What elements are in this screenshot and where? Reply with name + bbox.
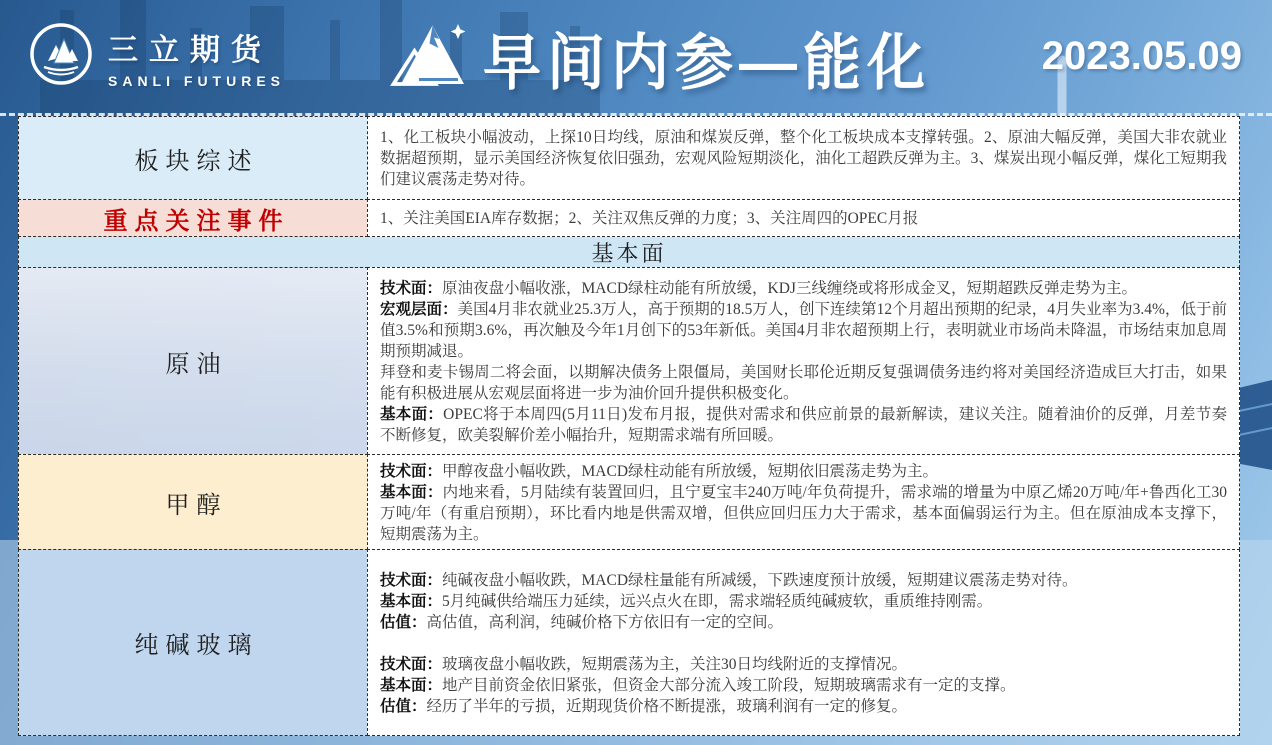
para-text: 纯碱夜盘小幅收跌，MACD绿柱量能有所减缓，下跌速度预计放缓，短期建议震荡走势对待。 <box>442 571 1078 589</box>
label-soda-ash-glass: 纯碱玻璃 <box>18 549 368 736</box>
brand-text <box>108 25 285 89</box>
report-table <box>18 117 1240 736</box>
content-crude-oil <box>367 267 1240 455</box>
label-key-events: 重点关注事件 <box>18 199 368 237</box>
para-text: 内地来看，5月陆续有装置回归，且宁夏宝丰240万吨/年负荷提升，需求端的增量为中原乙烯20万吨/年+鲁西化工30万吨/年（有重启预期），环比看内地是供需双增，但供应回归压力大于需求，基本面偏弱运行为主。但在原油成本支撑下，短期震荡为主。 <box>380 483 1227 543</box>
row-soda-ash-glass <box>18 549 1240 736</box>
row-methanol <box>18 454 1240 550</box>
para-lead: 基本面： <box>380 405 444 423</box>
para-lead: 基本面： <box>380 676 443 694</box>
report-date: 2023.05.09 <box>1041 34 1242 78</box>
para-text: 美国4月非农就业25.3万人，高于预期的18.5万人，创下连续第12个月超出预期的纪录，4月失业率为3.4%，低于前值3.5%和预期3.6%，再次触及今年1月创下的53年新低。美国4月非农超预期上行，表明就业市场尚未降温，市场结束加息周期预期减退。 <box>380 300 1227 360</box>
para-text: 经历了半年的亏损，近期现货价格不断提涨，玻璃利润有一定的修复。 <box>426 697 908 715</box>
para-lead: 技术面： <box>380 462 443 480</box>
para-text: 拜登和麦卡锡周二将会面，以期解决债务上限僵局，美国财长耶伦近期反复强调债务违约将对美国经济造成巨大打击，如果能有积极进展从宏观层面将进一步为油价回升提供积极变化。 <box>380 363 1227 402</box>
sanli-logo-icon <box>28 21 94 92</box>
paragraph <box>380 482 1227 545</box>
paragraph <box>380 612 1227 633</box>
brand-block <box>28 21 328 92</box>
para-lead: 技术面： <box>380 279 443 297</box>
brand-name-en: SANLI FUTURES <box>108 72 285 89</box>
para-text: 1、关注美国EIA库存数据；2、关注双焦反弹的力度；3、关注周四的OPEC月报 <box>380 210 919 227</box>
para-lead: 基本面： <box>380 483 443 501</box>
page-title: 早间内参—能化 <box>482 28 931 97</box>
content-soda-ash-glass <box>367 549 1240 736</box>
label-methanol: 甲醇 <box>18 454 368 550</box>
para-lead: 估值： <box>380 613 427 631</box>
row-sector-overview <box>18 116 1240 200</box>
paragraph <box>380 461 1227 482</box>
row-crude-oil <box>18 267 1240 455</box>
paragraph <box>380 675 1227 696</box>
para-text: 5月纯碱供给端压力延续，远兴点火在即，需求端轻质纯碱疲软，重质维持刚需。 <box>442 592 993 610</box>
content-key-events <box>367 199 1240 237</box>
paragraph-spacer <box>380 633 1227 654</box>
title-block <box>328 15 992 99</box>
mountain-logo-icon <box>389 18 467 95</box>
row-key-events <box>18 199 1240 237</box>
para-text: OPEC将于本周四(5月11日)发布月报，提供对需求和供应前景的最新解读，建议关注。随着油价的反弹，月差节奏不断修复，欧美裂解价差小幅抬升，短期需求端有所回暖。 <box>380 405 1227 444</box>
para-text: 玻璃夜盘小幅收跌，短期震荡为主，关注30日均线附近的支撑情况。 <box>442 655 908 673</box>
paragraph <box>380 591 1227 612</box>
paragraph <box>380 696 1227 717</box>
paragraph <box>380 362 1227 404</box>
paragraph <box>380 278 1227 299</box>
brand-name-cn: 三立期货 <box>108 33 272 67</box>
section-fundamentals: 基本面 <box>18 236 1240 268</box>
paragraph <box>380 654 1227 675</box>
content-methanol <box>367 454 1240 550</box>
para-text: 地产目前资金依旧紧张，但资金大部分流入竣工阶段，短期玻璃需求有一定的支撑。 <box>442 676 1016 694</box>
para-text: 原油夜盘小幅收涨，MACD绿柱动能有所放缓，KDJ三线缠绕或将形成金叉，短期超跌反弹走势为主。 <box>442 279 1137 297</box>
paragraph <box>380 299 1227 362</box>
para-lead: 技术面： <box>380 655 443 673</box>
label-crude-oil: 原油 <box>18 267 368 455</box>
para-text: 1、化工板块小幅波动，上探10日均线，原油和煤炭反弹，整个化工板块成本支撑转强。2、原油大幅反弹，美国大非农就业数据超预期，显示美国经济恢复依旧强劲，宏观风险短期淡化，油化工超跌反弹为主。3、煤炭出现小幅反弹，煤化工短期我们建议震荡走势对待。 <box>380 129 1227 188</box>
para-lead: 估值： <box>380 697 427 715</box>
paragraph <box>380 570 1227 591</box>
paragraph <box>380 404 1227 446</box>
header <box>0 0 1272 113</box>
content-sector-overview <box>367 116 1240 200</box>
paragraph <box>380 208 1227 229</box>
para-lead: 技术面： <box>380 571 443 589</box>
paragraph <box>380 127 1227 190</box>
para-text: 甲醇夜盘小幅收跌，MACD绿柱动能有所放缓，短期依旧震荡走势为主。 <box>442 462 939 480</box>
para-lead: 宏观层面： <box>380 300 458 318</box>
label-sector-overview: 板块综述 <box>18 116 368 200</box>
para-lead: 基本面： <box>380 592 443 610</box>
para-text: 高估值，高利润，纯碱价格下方依旧有一定的空间。 <box>426 613 784 631</box>
